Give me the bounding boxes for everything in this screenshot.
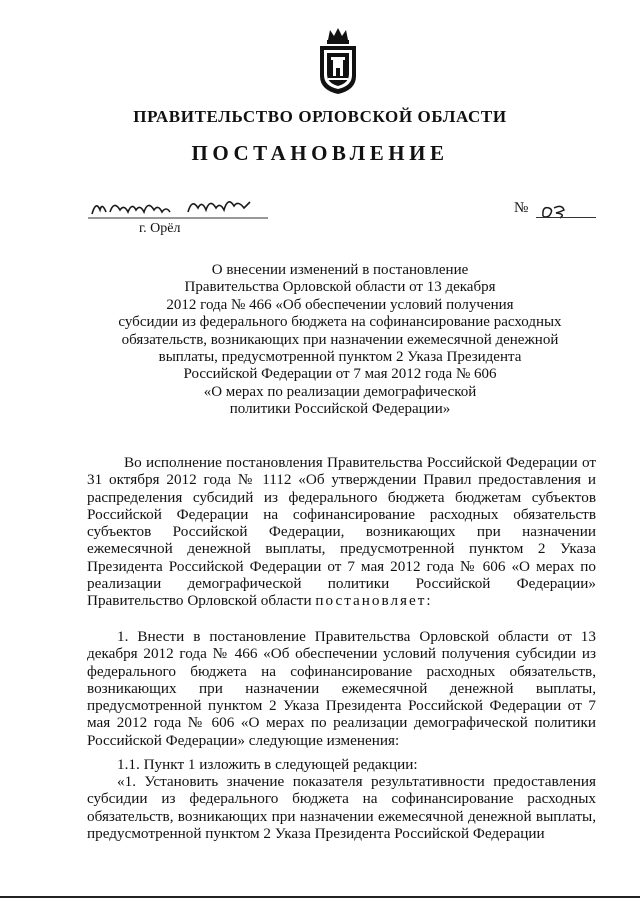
bottom-edge-rule	[0, 896, 640, 898]
number-underline	[536, 217, 596, 218]
number-label: №	[514, 200, 529, 216]
subject-line: выплаты, предусмотренной пунктом 2 Указа Президента	[158, 349, 522, 366]
subject-line: 2012 года № 466 «Об обеспечении условий получения	[166, 296, 514, 313]
subject-line: политики Российской Федерации»	[229, 401, 451, 418]
clause-1-paragraph: 1. Внести в постановление Правительства Орловской области от 13 декабря 2012 года № 466 «Об обеспечении условий получения субсидии из федерального бюджета на софинансирование расходных обязательств, возникающих при назначении ежемесячной денежной выплаты, предусмотренной пунктом 2 Указа Президента Российской Федерации от 7 мая 2012 года № 606 «О мерах по реализации демографической политики Российской Федерации» следующие изменения:	[87, 628, 596, 749]
subject-line: О внесении изменений в постановление	[211, 262, 469, 278]
resolves-word: постановляет:	[315, 592, 433, 610]
preamble-text: Во исполнение постановления Правительства Российской Федерации от 31 октября 2012 года № 1112 «Об утверждении Правил предоставления и распределения субсидий из федерального бюджета бюджетам субъектов Российской Федерации на софинансирование расходных обязательств субъектов Российской Федерации, возникающих при назначении ежемесячной денежной выплаты, предусмотренной пунктом 2 Указа Президента Российской Федерации от 7 мая 2012 года № 606 «О мерах по реализации демографической политики Российской Федерации» Правительство Орловской области	[87, 454, 596, 610]
subject-line: Правительства Орловской области от 13 декабря	[184, 279, 496, 296]
organization-title: ПРАВИТЕЛЬСТВО ОРЛОВСКОЙ ОБЛАСТИ	[133, 107, 507, 126]
coat-of-arms-icon	[314, 26, 362, 96]
preamble-paragraph	[87, 454, 596, 610]
document-subject	[100, 262, 580, 419]
clause-1-1-paragraph: 1.1. Пункт 1 изложить в следующей редакции:	[117, 756, 418, 773]
subject-line: Российской Федерации от 7 мая 2012 года № 606	[183, 366, 497, 383]
subject-line: обязательств, возникающих при назначении ежемесячной денежной	[121, 331, 559, 348]
subject-line: субсидии из федерального бюджета на софинансирование расходных	[118, 314, 562, 331]
handwritten-date	[88, 192, 268, 222]
new-clause-1-paragraph: «1. Установить значение показателя результативности предоставления субсидии из федерального бюджета на софинансирование расходных обязательств, возникающих при назначении ежемесячной денежной выплаты, предусмотренной пунктом 2 Указа Президента Российской Федерации	[87, 773, 596, 842]
city-label: г. Орёл	[139, 221, 181, 236]
subject-line: «О мерах по реализации демографической	[203, 383, 477, 400]
document-type-title: ПОСТАНОВЛЕНИЕ	[191, 141, 449, 165]
